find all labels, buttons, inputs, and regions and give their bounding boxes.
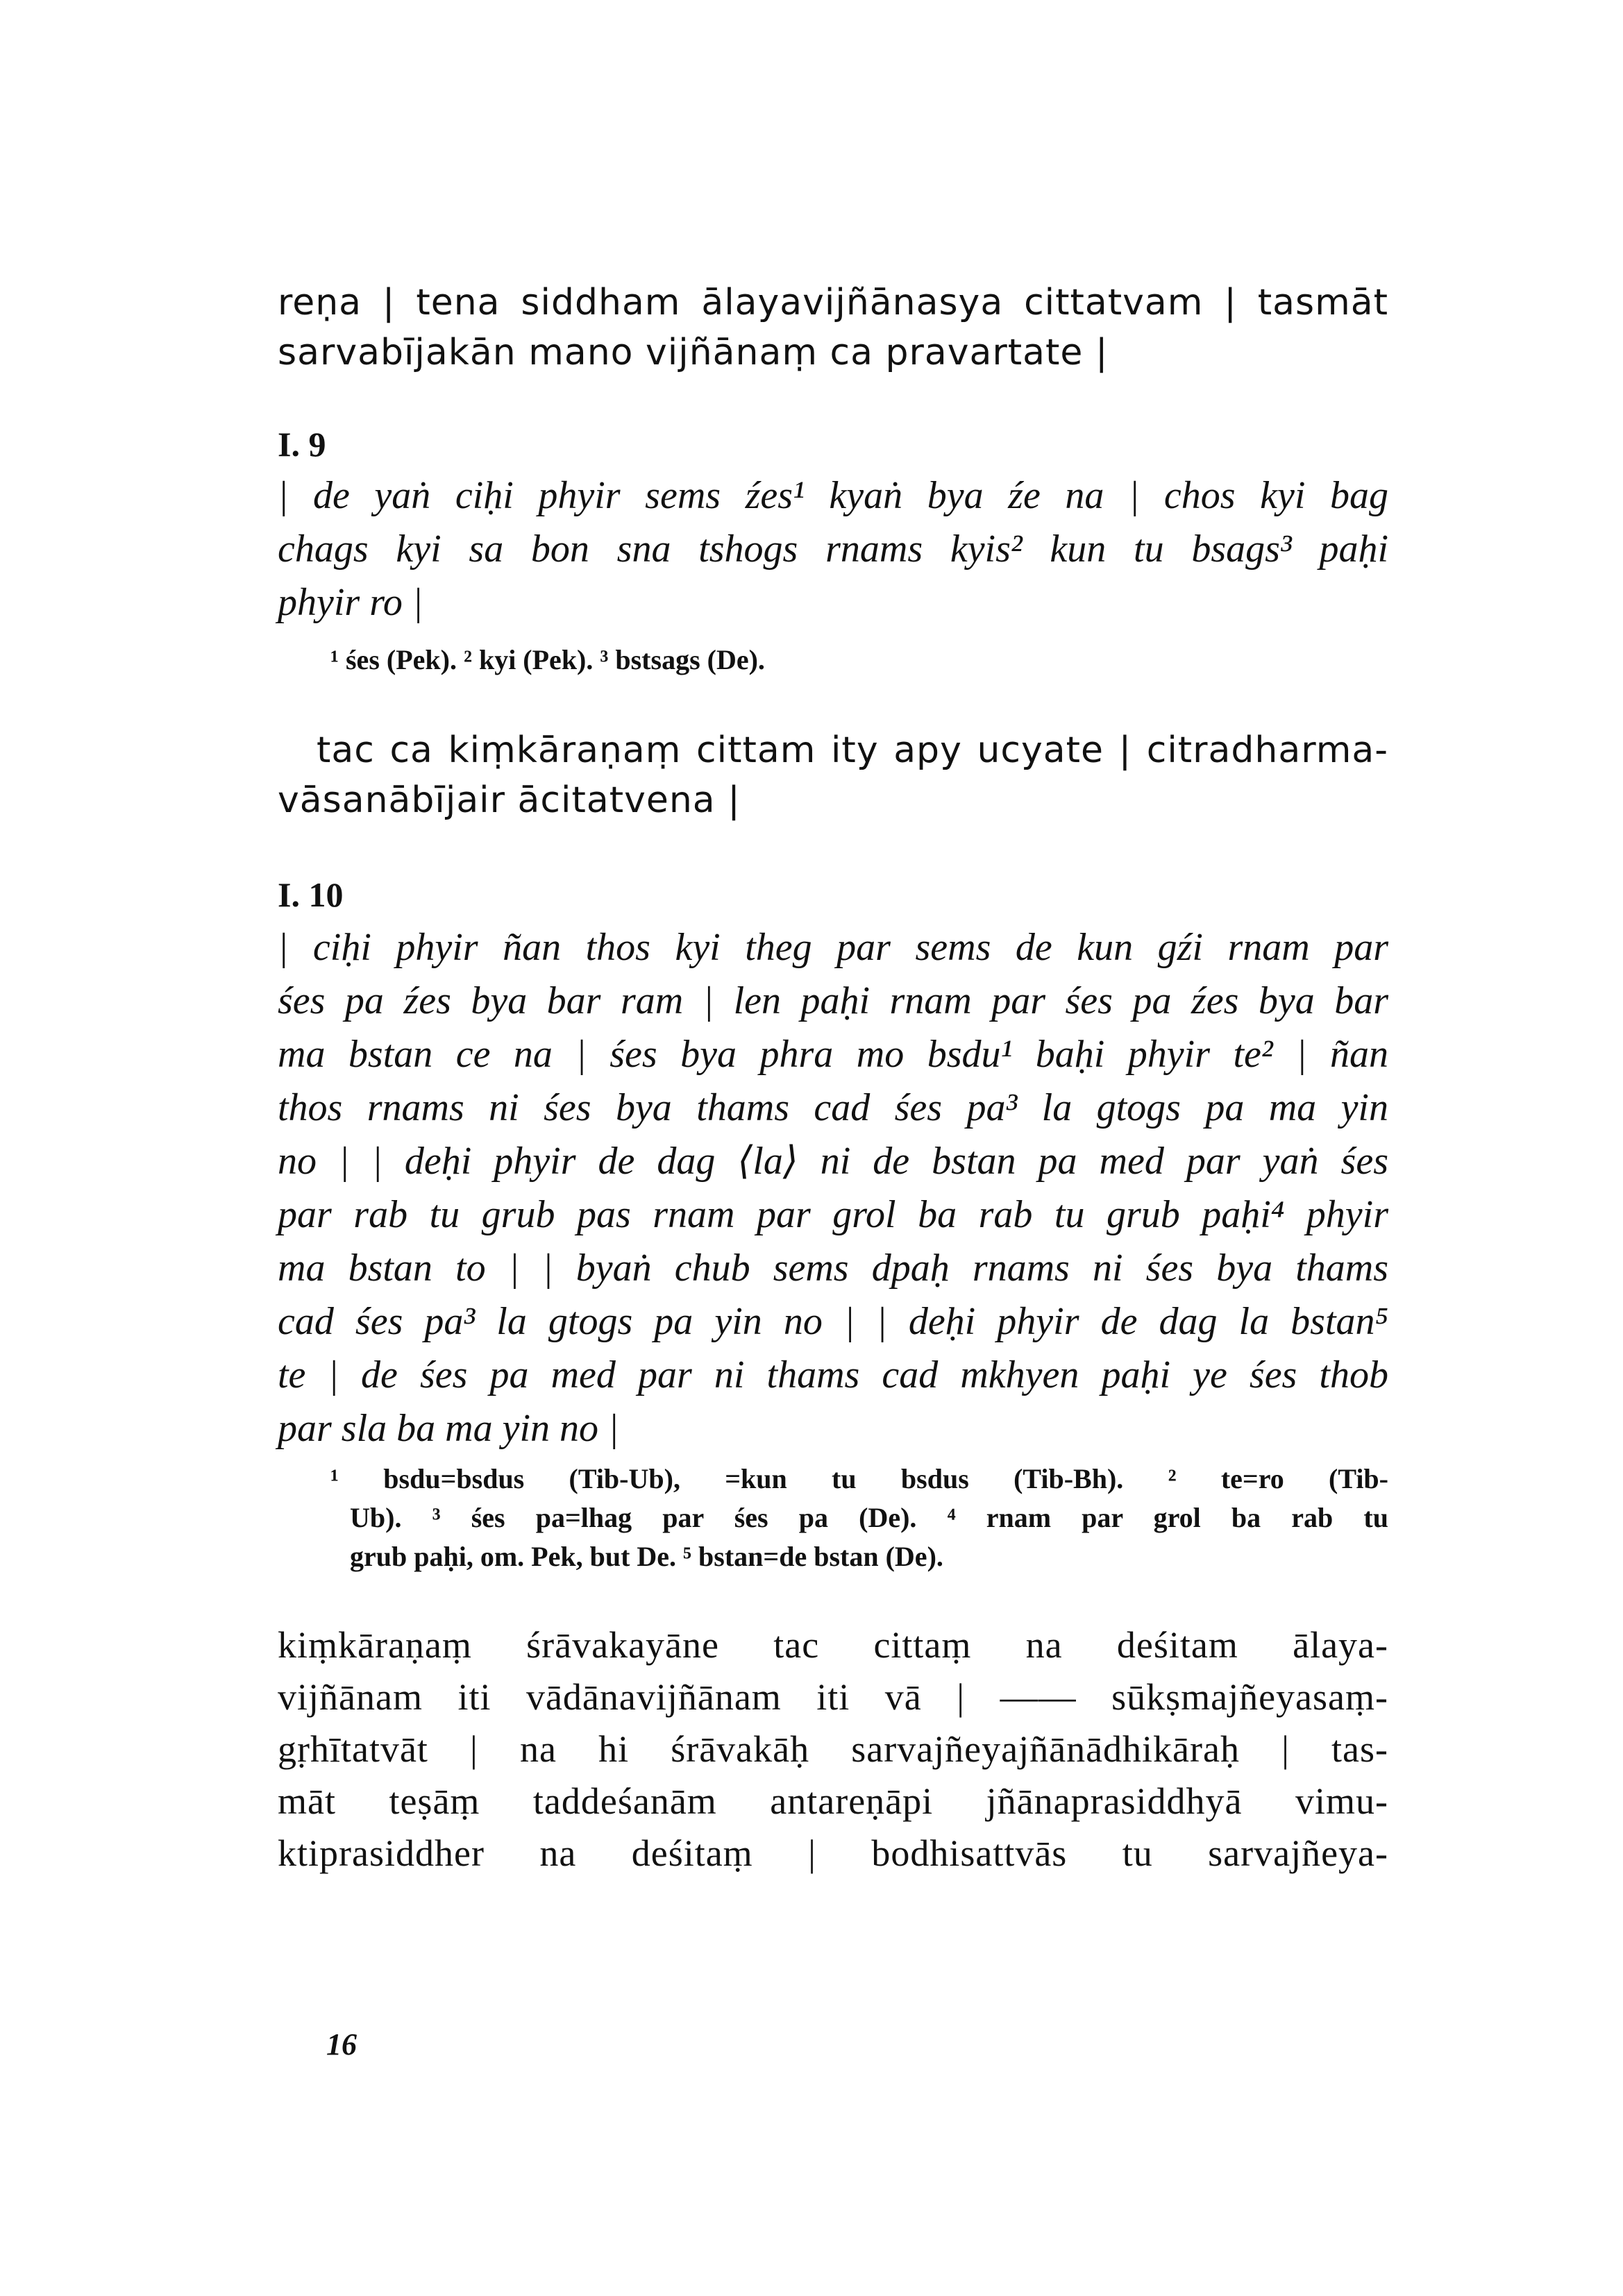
tibetan-text [278, 469, 1388, 630]
text-line: vijñānam iti vādānavijñānam iti vā | —— sūkṣmajñeyasaṃ- [278, 1676, 1388, 1718]
text-line: par rab tu grub pas rnam par grol ba rab tu grub paḥi⁴ phyir [278, 1193, 1388, 1236]
text-line: reṇa | tena siddham ālayavijñānasya cittatvam | tasmāt [278, 282, 1388, 323]
section-i-10 [278, 874, 1388, 1576]
sanskrit-paragraph-3 [278, 1619, 1388, 1880]
tibetan-text [278, 921, 1388, 1455]
text-line: | de yaṅ ciḥi phyir sems źes¹ kyaṅ bya źe na | chos kyi bag [278, 474, 1388, 517]
text-line: par sla ba ma yin no | [278, 1407, 619, 1450]
text-line: sarvabījakān mano vijñānaṃ ca pravartate | [278, 332, 1109, 373]
footnotes [278, 1460, 1388, 1576]
section-i-9 [278, 423, 1388, 679]
section-heading: I. 9 [278, 425, 326, 464]
text-line: no | | deḥi phyir de dag ⟨la⟩ ni de bstan pa med par yaṅ śes [278, 1140, 1388, 1183]
text-line: vāsanābījair ācitatvena | [278, 779, 741, 821]
footnote-line: grub paḥi, om. Pek, but De. ⁵ bstan=de bstan (De). [350, 1541, 943, 1572]
text-line: śes pa źes bya bar ram | len paḥi rnam par śes pa źes bya bar [278, 979, 1388, 1022]
text-line: kiṃkāraṇaṃ śrāvakayāne tac cittaṃ na deśitam ālaya- [278, 1624, 1388, 1666]
sanskrit-paragraph-1 [278, 278, 1388, 378]
footnote-line: ¹ śes (Pek). ² kyi (Pek). ³ bstsags (De). [330, 644, 765, 675]
text-line: chags kyi sa bon sna tshogs rnams kyis² kun tu bsags³ paḥi [278, 527, 1388, 571]
text-line: māt teṣāṃ taddeśanām antareṇāpi jñānaprasiddhyā vimu- [278, 1780, 1388, 1822]
text-line: | ciḥi phyir ñan thos kyi theg par sems de kun gźi rnam par [278, 926, 1388, 969]
text-line: cad śes pa³ la gtogs pa yin no | | deḥi phyir de dag la bstan⁵ [278, 1300, 1388, 1343]
footnote-line: ¹ bsdu=bsdus (Tib-Ub), =kun tu bsdus (Tib-Bh). ² te=ro (Tib- [330, 1463, 1388, 1494]
footnote-line: Ub). ³ śes pa=lhag par śes pa (De). ⁴ rnam par grol ba rab tu [350, 1502, 1388, 1533]
page-body [278, 278, 1388, 1880]
page-number: 16 [326, 2027, 357, 2061]
text-line: thos rnams ni śes bya thams cad śes pa³ la gtogs pa ma yin [278, 1086, 1388, 1129]
sanskrit-paragraph-2 [278, 725, 1388, 825]
text-line: ma bstan to | | byaṅ chub sems dpaḥ rnams ni śes bya thams [278, 1247, 1388, 1290]
text-line: ktiprasiddher na deśitaṃ | bodhisattvās tu sarvajñeya- [278, 1832, 1388, 1874]
text-line: gṛhītatvāt | na hi śrāvakāḥ sarvajñeyajñānādhikāraḥ | tas- [278, 1728, 1388, 1770]
text-line: tac ca kiṃkāraṇaṃ cittam ity apy ucyate | citradharma- [317, 729, 1388, 771]
footnotes [278, 641, 1388, 679]
text-line: te | de śes pa med par ni thams cad mkhyen paḥi ye śes thob [278, 1353, 1388, 1396]
text-line: ma bstan ce na | śes bya phra mo bsdu¹ baḥi phyir te² | ñan [278, 1033, 1388, 1076]
section-heading: I. 10 [278, 875, 344, 914]
text-line: phyir ro | [278, 581, 423, 624]
